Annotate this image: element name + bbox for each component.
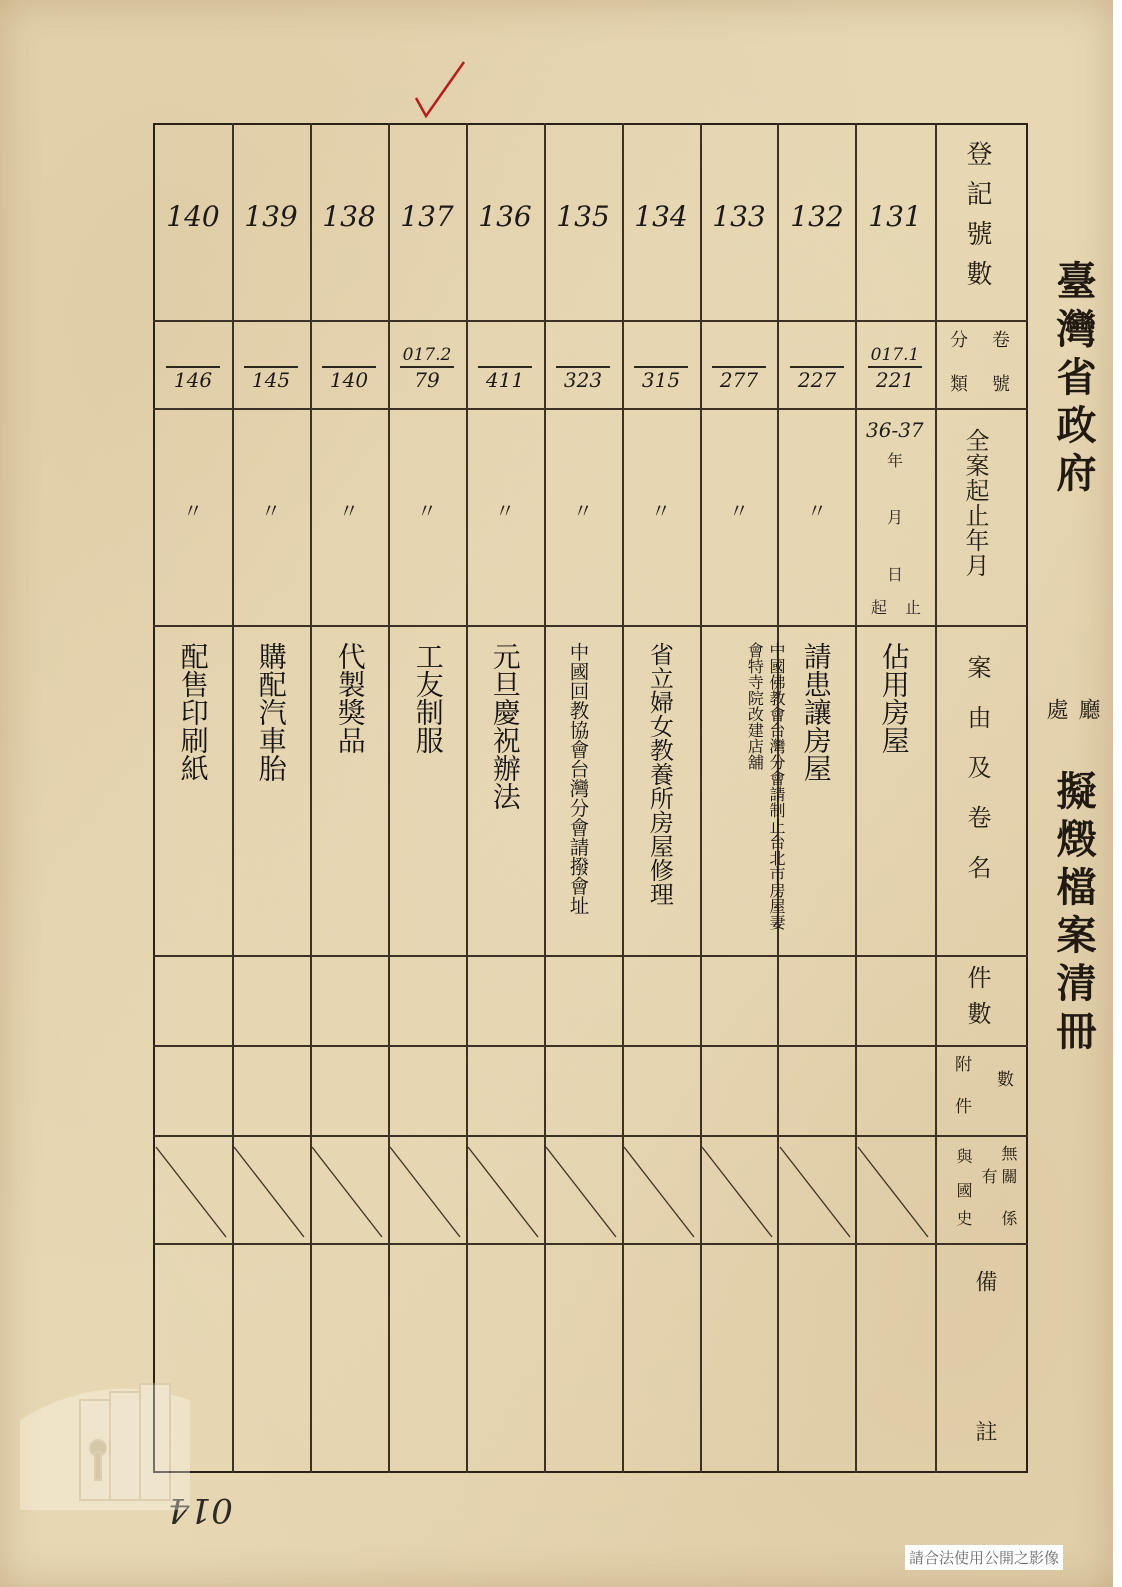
vol-no-138: 140 <box>329 368 369 392</box>
header-history-b: 有 <box>979 1168 998 1184</box>
subject-139: 購配汽車胎 <box>254 642 288 782</box>
reg-no-139: 139 <box>244 200 298 233</box>
row-divider <box>153 408 1028 410</box>
header-history-e: 與 <box>954 1148 973 1164</box>
ditto-mark: 〃 <box>729 499 749 523</box>
ditto-mark: 〃 <box>417 499 437 523</box>
reg-no-138: 138 <box>322 200 376 233</box>
reg-no-131: 131 <box>868 200 922 233</box>
column-divider <box>310 123 312 1473</box>
archive-register-table <box>153 123 1028 1473</box>
subject-136: 元旦慶祝辦法 <box>488 642 522 810</box>
date-end-char: 止 <box>905 598 922 617</box>
subject-133: 中國佛教會台灣分會請制止台北市房屋妻會特寺院改建店舖 <box>745 642 786 930</box>
ditto-mark: 〃 <box>339 499 359 523</box>
ditto-mark: 〃 <box>807 499 827 523</box>
subject-134: 省立婦女教養所房屋修理 <box>645 642 674 906</box>
subject-137: 工友制服 <box>411 642 445 754</box>
row-divider <box>153 1045 1028 1047</box>
header-remarks-bottom: 註 <box>972 1420 997 1442</box>
column-divider <box>232 123 234 1473</box>
header-attach-bottom: 件 <box>951 1097 971 1114</box>
header-reg-no: 登記號數 <box>962 140 992 300</box>
header-class-bottom: 類 <box>947 374 968 392</box>
vol-no-133: 277 <box>719 368 759 392</box>
vol-no-139: 145 <box>251 368 291 392</box>
title-sub-top: 廳 <box>1075 698 1100 720</box>
reg-no-132: 132 <box>790 200 844 233</box>
header-history-a: 無 <box>999 1145 1018 1161</box>
column-divider <box>466 123 468 1473</box>
header-count: 件數 <box>963 965 991 1037</box>
usage-watermark: 請合法使用公開之影像 <box>905 1545 1063 1570</box>
row-divider <box>153 625 1028 627</box>
row-divider <box>153 955 1028 957</box>
header-date-range: 全案起止年月 <box>961 428 989 578</box>
header-class-top: 分 <box>947 330 968 348</box>
vol-no-140: 146 <box>173 368 213 392</box>
title-sub-bottom: 處 <box>1043 698 1068 720</box>
subject-132: 請患讓房屋 <box>799 642 833 782</box>
date-start-char: 起 <box>871 598 888 617</box>
date-year-char: 年 <box>887 451 904 470</box>
vol-no-134: 315 <box>641 368 681 392</box>
vol-no-137: 79 <box>414 368 440 392</box>
subject-138: 代製獎品 <box>333 642 367 754</box>
column-divider <box>935 123 937 1473</box>
subject-140: 配售印刷紙 <box>176 642 210 782</box>
reg-no-140: 140 <box>166 200 220 233</box>
archive-logo-icon <box>0 1360 200 1510</box>
header-vol-top: 卷 <box>989 330 1010 348</box>
document-title-list: 擬燬檔案清冊 <box>1050 770 1097 1058</box>
vol-no-136: 411 <box>485 368 525 392</box>
reg-no-137: 137 <box>400 200 454 233</box>
vol-no-131: 221 <box>875 368 915 392</box>
row-divider <box>153 1243 1028 1245</box>
header-history-c: 關 <box>999 1168 1018 1184</box>
column-divider <box>855 123 857 1473</box>
reg-no-135: 135 <box>556 200 610 233</box>
document-title-main: 臺灣省政府 <box>1050 260 1097 500</box>
class-no-137: 017.2 <box>402 345 452 365</box>
reg-no-136: 136 <box>478 200 532 233</box>
subject-131: 佔用房屋 <box>877 642 911 754</box>
reg-no-134: 134 <box>634 200 688 233</box>
ditto-mark: 〃 <box>495 499 515 523</box>
column-divider <box>544 123 546 1473</box>
date-month-char: 月 <box>887 508 904 527</box>
column-divider <box>388 123 390 1473</box>
row-divider <box>153 320 1028 322</box>
class-no-131: 017.1 <box>870 345 920 365</box>
reg-no-133: 133 <box>712 200 766 233</box>
date-day-char: 日 <box>887 565 904 584</box>
ditto-mark: 〃 <box>261 499 281 523</box>
header-subject: 案由及卷名 <box>963 655 991 905</box>
subject-135: 中國回教協會台灣分會請撥會址 <box>566 642 590 915</box>
date-years: 36-37 <box>866 418 924 442</box>
header-history-f: 國 <box>954 1182 973 1198</box>
header-attach-count: 數 <box>993 1070 1013 1087</box>
page-number: 014 <box>168 1490 233 1530</box>
history-slashes <box>153 1135 943 1243</box>
header-history-g: 史 <box>954 1210 973 1226</box>
header-vol-bottom: 號 <box>989 374 1010 392</box>
ditto-mark: 〃 <box>573 499 593 523</box>
vol-no-132: 227 <box>797 368 837 392</box>
column-divider <box>622 123 624 1473</box>
ditto-mark: 〃 <box>651 499 671 523</box>
column-divider <box>700 123 702 1473</box>
header-attach-top: 附 <box>951 1055 971 1086</box>
header-history-d: 係 <box>999 1210 1018 1226</box>
ditto-mark: 〃 <box>183 499 203 523</box>
header-remarks-top: 備 <box>972 1270 997 1292</box>
vol-no-135: 323 <box>563 368 603 392</box>
